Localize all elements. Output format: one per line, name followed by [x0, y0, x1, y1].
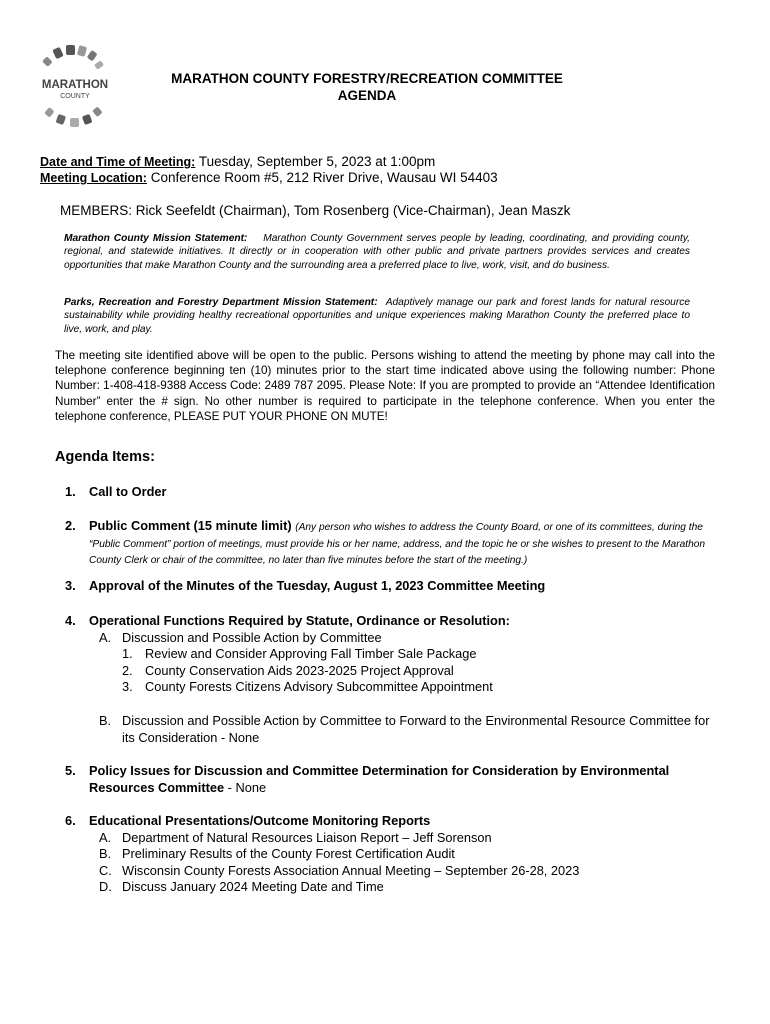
item-6d: D. Discuss January 2024 Meeting Date and Time [99, 879, 384, 895]
location-value: Conference Room #5, 212 River Drive, Wausau WI 54403 [146, 170, 498, 185]
item-4a-1: 1. Review and Consider Approving Fall Timber Sale Package [122, 646, 477, 662]
agenda-item-3: 3. Approval of the Minutes of the Tuesday, August 1, 2023 Committee Meeting [65, 578, 546, 593]
item-4a-3: 3. County Forests Citizens Advisory Subcommittee Appointment [122, 679, 493, 695]
county-mission-text: Marathon County Government serves people by leading, coordinating, and providing county, regional, and statewide initiatives. It directly or in cooperation with other public and private partners provides services and creates opportunities that make Marathon County and the surrounding area a preferred place to live, work, visit, and do business. [64, 233, 690, 271]
svg-text:COUNTY: COUNTY [60, 93, 90, 100]
item-6b: B. Preliminary Results of the County Forest Certification Audit [99, 846, 455, 862]
agenda-item-5: 5. Policy Issues for Discussion and Committee Determination for Consideration by Environmental Resources Committee - None [65, 763, 670, 795]
department-mission-text: Adaptively manage our park and forest lands for natural resource sustainability while providing healthy recreational opportunities and unique experiences making Marathon County the preferred place to live, work, and play. [64, 297, 691, 335]
public-notice: The meeting site identified above will be open to the public. Persons wishing to attend the meeting by phone may call into the telephone conference beginning ten (10) minutes prior to the start time indicated above using the following number: Phone Number: 1-408-418-9388 Access Code: 2489 787 2095. Please Note: If you are prompted to provide an “Attendee Identification Number” enter the # sign. No other number is required to participate in the telephone conference. When you enter the telephone conference, PLEASE PUT YOUR PHONE ON MUTE! [55, 349, 715, 423]
members-line: MEMBERS: Rick Seefeldt (Chairman), Tom Rosenberg (Vice-Chairman), Jean Maszk [60, 203, 571, 218]
agenda-item-1: 1. Call to Order [65, 484, 167, 499]
county-mission-statement [64, 232, 690, 272]
title-line-1: MARATHON COUNTY FORESTRY/RECREATION COMMITTEE [171, 71, 563, 86]
svg-text:MARATHON: MARATHON [41, 79, 109, 91]
marathon-county-logo [30, 42, 120, 132]
county-mission-label: Marathon County Mission Statement: [64, 233, 248, 244]
item-4a-2: 2. County Conservation Aids 2023-2025 Project Approval [122, 662, 454, 678]
agenda-item-4: 4. Operational Functions Required by Statute, Ordinance or Resolution: A. Discussion and Possible Action by Committee 1. Review and Consider Approving Fall Timber Sale Package 2. County Conservation Aids 2023-2025 Project Approval 3. County Forests Citizens Advisory Subcommittee Appointment B. Discussion and Possible Action by Committee to Forward to the Environmental Resource Committee for its Consideration - None [65, 613, 720, 746]
title-line-2: AGENDA [337, 88, 397, 103]
public-comment-note: (Any person who wishes to address the County Board, or one of its committees, during the “Public Comment” portion of meetings, must provide his or her name, address, and the topic he or she wishes to present to the Marathon County Clerk or chair of the committee, no later than five minutes before the start of the meeting.) [89, 522, 706, 567]
item-6a: A. Department of Natural Resources Liaison Report – Jeff Sorenson [99, 829, 492, 845]
item-4a: A. Discussion and Possible Action by Committee [99, 629, 382, 645]
agenda-heading: Agenda Items: [55, 449, 155, 465]
location-label: Meeting Location: [40, 171, 147, 185]
date-label: Date and Time of Meeting: [40, 155, 196, 169]
date-value: Tuesday, September 5, 2023 at 1:00pm [195, 154, 436, 169]
item-6c: C. Wisconsin County Forests Association Annual Meeting – September 26-28, 2023 [99, 862, 580, 878]
department-mission-label: Parks, Recreation and Forestry Department Mission Statement: [64, 297, 378, 308]
meeting-info [40, 154, 498, 186]
agenda-item-2: 2. Public Comment (15 minute limit) (Any person who wishes to address the County Board, or one of its committees, during the “Public Comment” portion of meetings, must provide his or her name, address, and the topic he or she wishes to present to the Marathon County Clerk or chair of the committee, no later than five minutes before the start of the meeting.) [65, 518, 706, 567]
agenda-item-6: 6. Educational Presentations/Outcome Monitoring Reports A. Department of Natural Resources Liaison Report – Jeff Sorenson B. Preliminary Results of the County Forest Certification Audit C. Wisconsin County Forests Association Annual Meeting – September 26-28, 2023 D. Discuss January 2024 Meeting Date and Time [65, 813, 720, 896]
page-title [130, 70, 604, 104]
department-mission-statement [64, 296, 690, 336]
item-4b: B. Discussion and Possible Action by Committee to Forward to the Environmental Resource Committee for its Consideration - None [99, 712, 710, 745]
